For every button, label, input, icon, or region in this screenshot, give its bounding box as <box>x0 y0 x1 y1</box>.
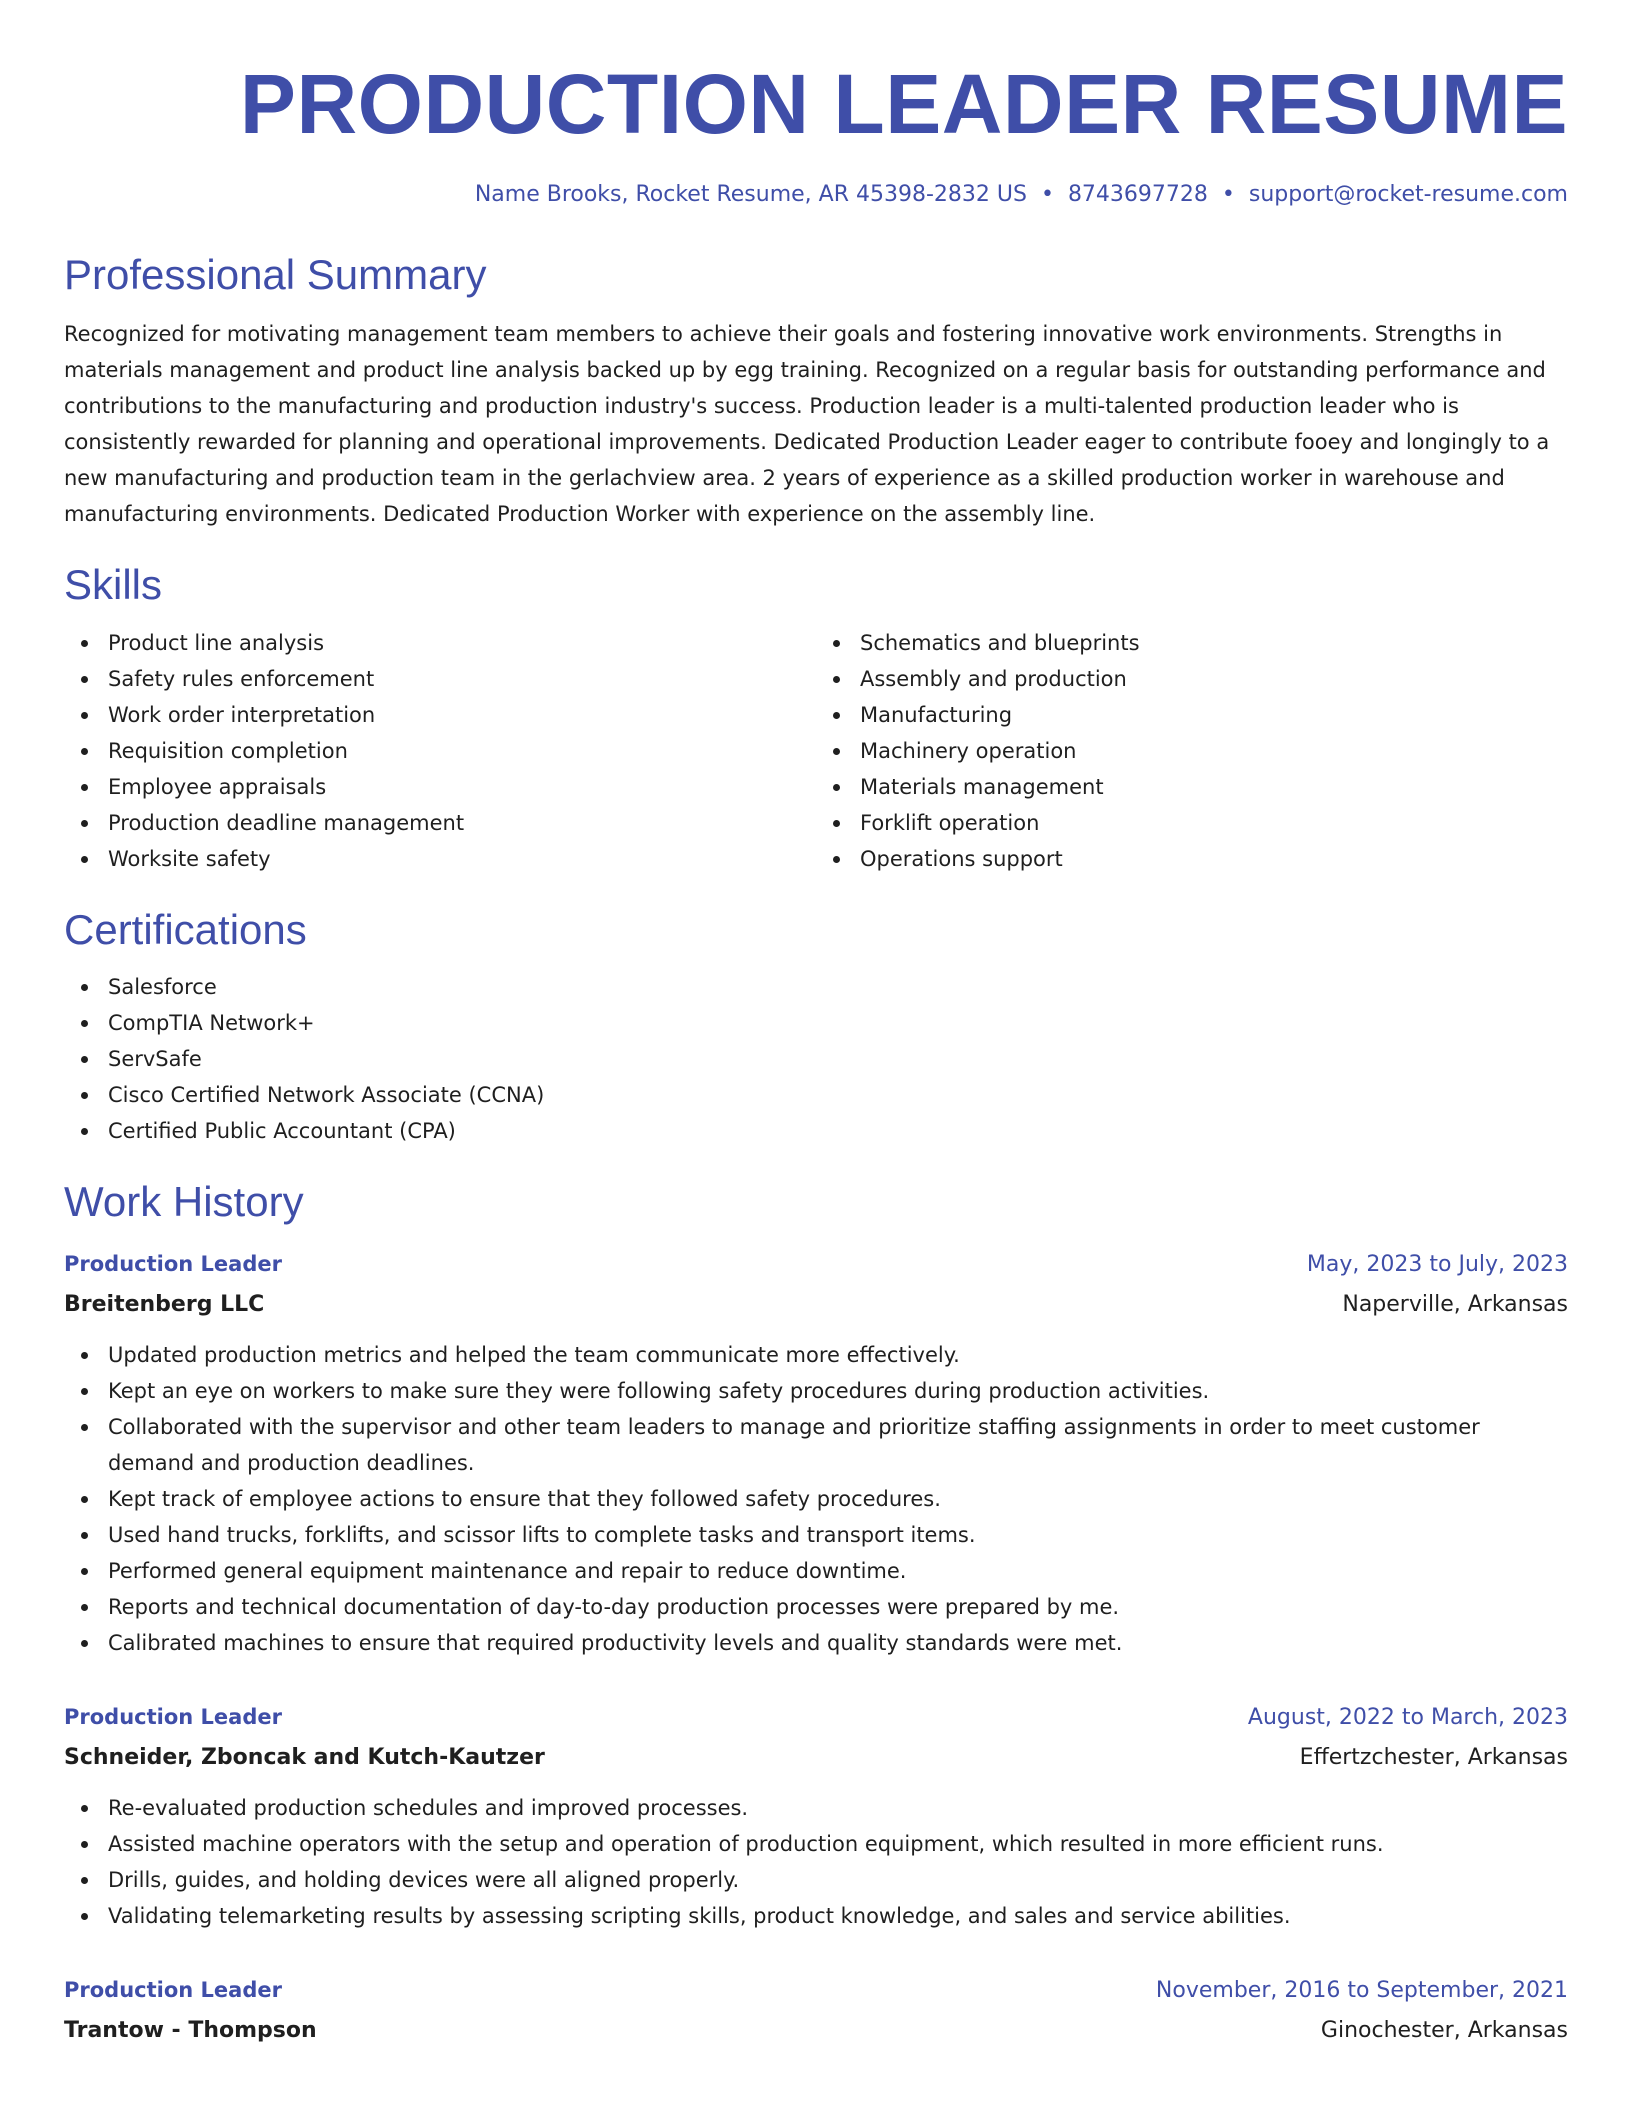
job-title: Production Leader <box>64 1704 282 1729</box>
job-bullet: Updated production metrics and helped the team communicate more effectively. <box>64 1337 1568 1373</box>
job-bullet: Drills, guides, and holding devices were all aligned properly. <box>64 1862 1568 1898</box>
job-company: Trantow - Thompson <box>64 2017 317 2043</box>
certification-item: CompTIA Network+ <box>64 1005 1568 1041</box>
job-bullet: Kept track of employee actions to ensure that they followed safety procedures. <box>64 1481 1568 1517</box>
skills-list-left <box>64 625 816 877</box>
contact-address: Name Brooks, Rocket Resume, AR 45398-2832 US <box>474 182 1027 207</box>
job-title: Production Leader <box>64 1977 282 2002</box>
work-history-section <box>64 1177 1568 2048</box>
job-bullet: Calibrated machines to ensure that required productivity levels and quality standards were met. <box>64 1625 1568 1661</box>
contact-line <box>64 160 1568 250</box>
job-bullet: Assisted machine operators with the setup and operation of production equipment, which resulted in more efficient runs. <box>64 1826 1568 1862</box>
skill-item: Forklift operation <box>816 805 1568 841</box>
job-dates: August, 2022 to March, 2023 <box>1247 1704 1568 1730</box>
job-entry <box>64 1972 1568 2049</box>
skill-item: Manufacturing <box>816 697 1568 733</box>
job-bullet: Collaborated with the supervisor and other team leaders to manage and prioritize staffing assignments in order to meet customer demand and production deadlines. <box>64 1409 1568 1481</box>
job-entry <box>64 1699 1568 1934</box>
job-location: Ginochester, Arkansas <box>1320 2017 1568 2043</box>
skill-item: Safety rules enforcement <box>64 661 816 697</box>
job-dates: November, 2016 to September, 2021 <box>1155 1977 1568 2003</box>
job-header-row <box>64 1972 1568 2009</box>
skill-item: Operations support <box>816 841 1568 877</box>
job-header-row <box>64 1699 1568 1736</box>
job-bullet-list <box>64 1790 1568 1934</box>
skill-item: Production deadline management <box>64 805 816 841</box>
certification-item: Cisco Certified Network Associate (CCNA) <box>64 1077 1568 1113</box>
skills-columns <box>64 625 1568 877</box>
summary-text: Recognized for motivating management team members to achieve their goals and fostering innovative work environments. Strengths in materials management and product line analysis backed up by egg training. Recognized on a regular basis for outstanding performance and contributions to the manufacturing and production industry's success. Production leader is a multi-talented production leader who is consistently rewarded for planning and operational improvements. Dedicated Production Leader eager to contribute fooey and longingly to a new manufacturing and production team in the gerlachview area. 2 years of experience as a skilled production worker in warehouse and manufacturing environments. Dedicated Production Worker with experience on the assembly line. <box>64 322 1550 527</box>
job-dates: May, 2023 to July, 2023 <box>1306 1251 1568 1277</box>
skills-list-right <box>816 625 1568 877</box>
skill-item: Schematics and blueprints <box>816 625 1568 661</box>
skill-item: Work order interpretation <box>64 697 816 733</box>
skill-item: Employee appraisals <box>64 769 816 805</box>
skill-item: Worksite safety <box>64 841 816 877</box>
job-company: Schneider, Zboncak and Kutch-Kautzer <box>64 1744 545 1770</box>
certification-item: Salesforce <box>64 969 1568 1005</box>
skills-section <box>64 560 1568 876</box>
skill-item: Requisition completion <box>64 733 816 769</box>
job-company-row <box>64 1736 1568 1776</box>
certification-item: Certified Public Accountant (CPA) <box>64 1113 1568 1149</box>
resume-title: PRODUCTION LEADER RESUME <box>239 57 1568 151</box>
contact-separator: • <box>1221 182 1235 207</box>
section-title-summary: Professional Summary <box>64 251 487 298</box>
job-bullet: Reports and technical documentation of day-to-day production processes were prepared by me. <box>64 1589 1568 1625</box>
contact-email[interactable]: support@rocket-resume.com <box>1248 182 1568 207</box>
skill-item: Product line analysis <box>64 625 816 661</box>
job-company-row <box>64 1283 1568 1323</box>
certification-item: ServSafe <box>64 1041 1568 1077</box>
contact-separator: • <box>1040 182 1054 207</box>
job-bullet-list <box>64 1337 1568 1661</box>
contact-phone: 8743697728 <box>1067 182 1208 207</box>
job-location: Effertzchester, Arkansas <box>1299 1744 1568 1770</box>
job-entry <box>64 1246 1568 1661</box>
job-bullet: Performed general equipment maintenance and repair to reduce downtime. <box>64 1553 1568 1589</box>
summary-section <box>64 250 1568 532</box>
skill-item: Materials management <box>816 769 1568 805</box>
certifications-section <box>64 905 1568 1149</box>
job-bullet: Used hand trucks, forklifts, and scissor lifts to complete tasks and transport items. <box>64 1517 1568 1553</box>
job-header-row <box>64 1246 1568 1283</box>
section-title-certifications: Certifications <box>64 905 307 953</box>
section-title-skills: Skills <box>64 561 163 609</box>
skill-item: Assembly and production <box>816 661 1568 697</box>
job-bullet: Kept an eye on workers to make sure they were following safety procedures during production activities. <box>64 1373 1568 1409</box>
skill-item: Machinery operation <box>816 733 1568 769</box>
section-title-work-history: Work History <box>64 1178 304 1226</box>
job-title: Production Leader <box>64 1251 282 1276</box>
job-bullet: Validating telemarketing results by assessing scripting skills, product knowledge, and sales and service abilities. <box>64 1898 1568 1934</box>
job-location: Naperville, Arkansas <box>1342 1291 1568 1317</box>
certifications-list <box>64 969 1568 1149</box>
job-bullet: Re-evaluated production schedules and improved processes. <box>64 1790 1568 1826</box>
job-company: Breitenberg LLC <box>64 1291 265 1317</box>
job-company-row <box>64 2009 1568 2049</box>
